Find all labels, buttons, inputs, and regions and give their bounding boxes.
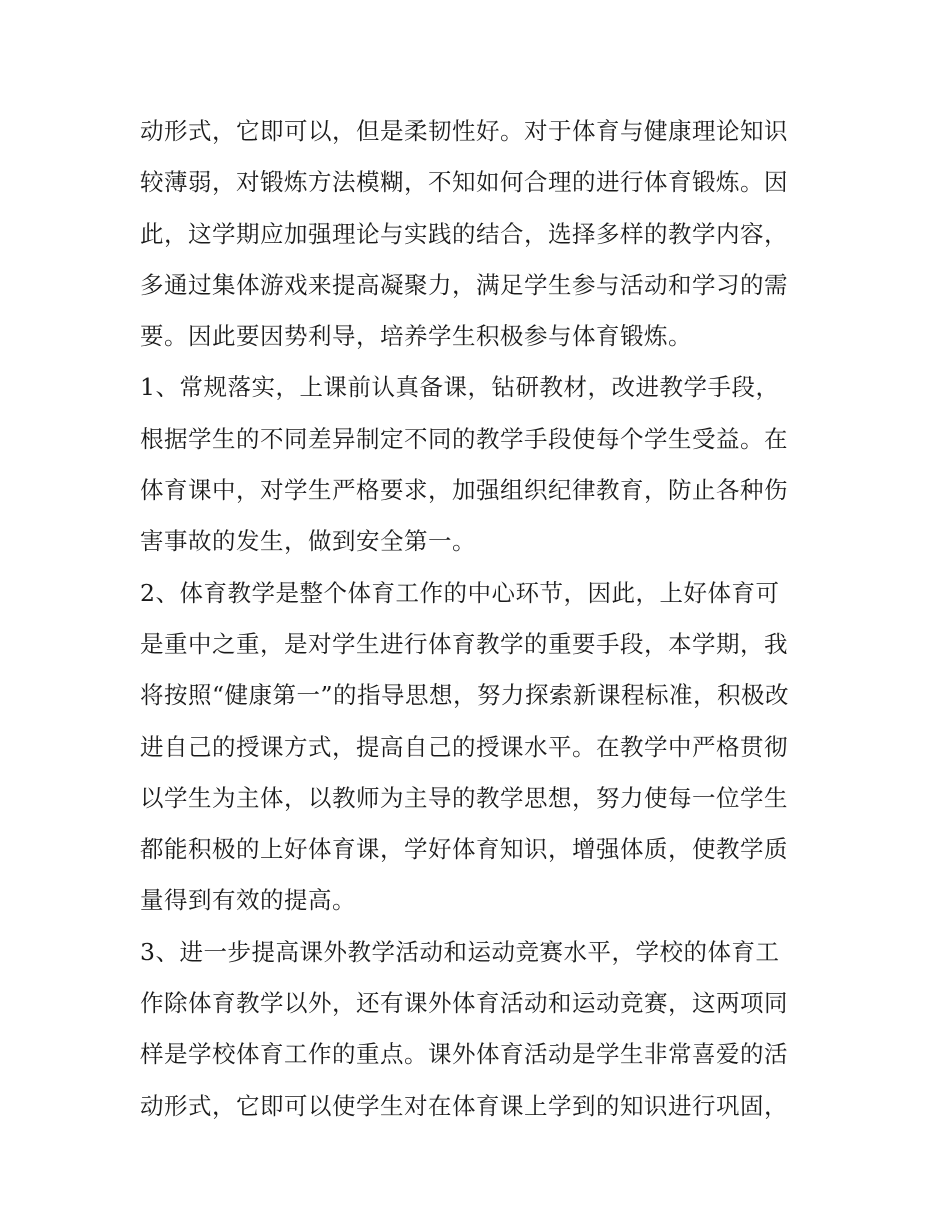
text-line: 样是学校体育工作的重点。课外体育活动是学生非常喜爱的活 <box>140 1040 788 1069</box>
text-line: 以学生为主体，以教师为主导的教学思想，努力使每一位学生 <box>140 783 788 812</box>
text-line: 动形式，它即可以使学生对在体育课上学到的知识进行巩固， <box>140 1091 788 1120</box>
text-line: 作除体育教学以外，还有课外体育活动和运动竞赛，这两项同 <box>140 989 788 1018</box>
text-line: 2、体育教学是整个体育工作的中心环节，因此，上好体育可 <box>140 578 780 607</box>
text-line: 此，这学期应加强理论与实践的结合，选择多样的教学内容， <box>140 219 788 248</box>
document-body <box>140 106 820 1132</box>
text-line: 将按照“健康第一”的指导思想，努力探索新课程标准，积极改 <box>140 681 790 710</box>
text-line: 量得到有效的提高。 <box>140 886 356 915</box>
text-line: 动形式，它即可以，但是柔韧性好。对于体育与健康理论知识 <box>140 117 788 145</box>
text-line: 都能积极的上好体育课，学好体育知识，增强体质，使教学质 <box>140 835 788 864</box>
text-line: 1、常规落实，上课前认真备课，钻研教材，改进教学手段， <box>140 373 780 402</box>
text-line: 是重中之重，是对学生进行体育教学的重要手段，本学期，我 <box>140 629 788 658</box>
text-line: 体育课中，对学生严格要求，加强组织纪律教育，防止各种伤 <box>140 476 788 505</box>
text-line: 害事故的发生，做到安全第一。 <box>140 527 476 556</box>
text-line: 多通过集体游戏来提高凝聚力，满足学生参与活动和学习的需 <box>140 270 788 299</box>
text-line: 3、进一步提高课外教学活动和运动竞赛水平，学校的体育工 <box>140 937 780 966</box>
text-line: 较薄弱，对锻炼方法模糊，不知如何合理的进行体育锻炼。因 <box>140 168 788 197</box>
text-line: 根据学生的不同差异制定不同的教学手段使每个学生受益。在 <box>140 424 788 453</box>
text-line: 进自己的授课方式，提高自己的授课水平。在教学中严格贯彻 <box>140 732 788 761</box>
text-line: 要。因此要因势利导，培养学生积极参与体育锻炼。 <box>140 322 692 351</box>
